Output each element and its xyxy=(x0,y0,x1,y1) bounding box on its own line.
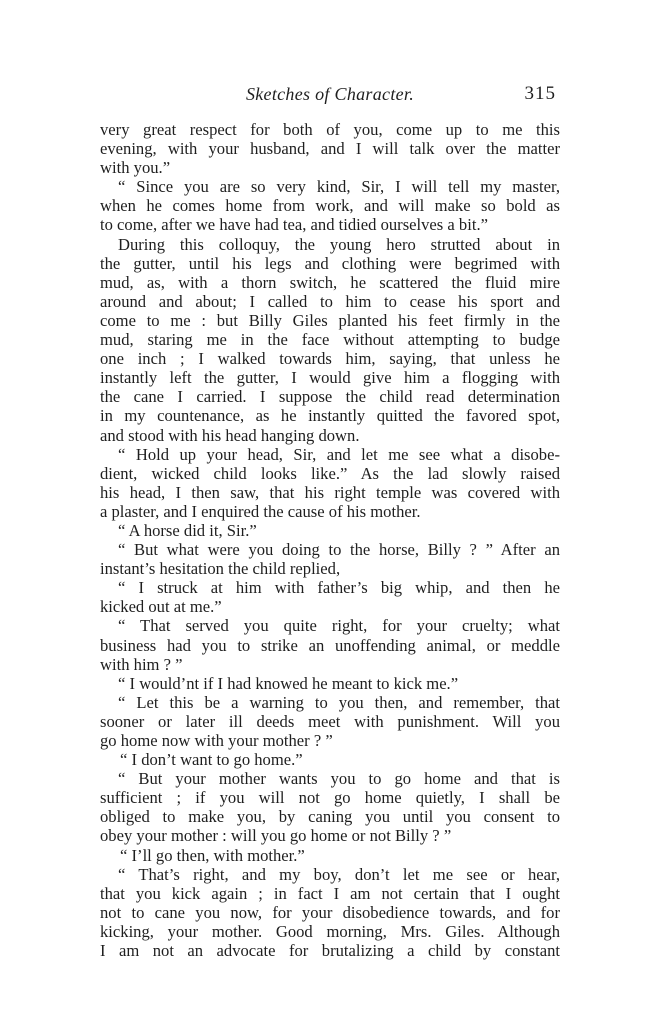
text-line: a plaster, and I enquired the cause of his mother. xyxy=(100,501,421,521)
text-line: and stood with his head hanging down. xyxy=(100,425,360,445)
text-line: to come, after we have had tea, and tidied ourselves a bit.” xyxy=(100,215,488,235)
text-line: sooner or later ill deeds meet with punishment. Will you xyxy=(100,711,560,731)
text-line: the cane I carried. I suppose the child read determination xyxy=(100,387,560,407)
text-line: the gutter, until his legs and clothing were begrimed with xyxy=(100,253,560,273)
text-line: “ A horse did it, Sir.” xyxy=(118,520,257,540)
text-line: around and about; I called to him to cease his sport and xyxy=(100,291,560,311)
text-line: mud, staring me in the face without attempting to budge xyxy=(100,330,560,350)
text-line: not to cane you now, for your disobedience towards, and for xyxy=(100,902,560,922)
running-title: Sketches of Character. xyxy=(245,84,415,104)
text-line: mud, as, with a thorn switch, he scattered the fluid mire xyxy=(100,272,560,292)
text-line: sufficient ; if you will not go home quietly, I shall be xyxy=(100,788,560,808)
text-line: obliged to make you, by caning you until you consent to xyxy=(100,807,560,827)
text-line: come to me : but Billy Giles planted his feet firmly in the xyxy=(100,310,560,330)
text-line: with you.” xyxy=(100,158,171,178)
text-line: in my countenance, as he instantly quitted the favored spot, xyxy=(100,406,560,426)
text-line: when he comes home from work, and will make so bold as xyxy=(100,196,560,216)
text-line: “ But your mother wants you to go home and that is xyxy=(118,769,560,789)
text-line: business had you to strike an unoffending animal, or meddle xyxy=(100,635,560,655)
text-line: obey your mother : will you go home or not Billy ? ” xyxy=(100,826,452,846)
text-line: very great respect for both of you, come up to me this xyxy=(100,120,560,139)
text-line: with him ? ” xyxy=(100,654,183,674)
text-line: “ Since you are so very kind, Sir, I will tell my master, xyxy=(118,177,560,197)
text-line: I am not an advocate for brutalizing a child by constant xyxy=(100,941,560,961)
text-line: “ That served you quite right, for your cruelty; what xyxy=(118,616,560,636)
text-line: “ But what were you doing to the horse, Billy ? ” After an xyxy=(118,540,560,560)
text-line: “ I’ll go then, with mother.” xyxy=(120,845,305,865)
page-header xyxy=(100,84,560,108)
text-line: that you kick again ; in fact I am not certain that I ought xyxy=(100,883,560,903)
text-line: kicking, your mother. Good morning, Mrs. Giles. Although xyxy=(100,921,560,941)
text-line: dient, wicked child looks like.” As the lad slowly raised xyxy=(100,463,560,483)
body-text xyxy=(100,120,560,960)
text-line: evening, with your husband, and I will talk over the matter xyxy=(100,139,560,159)
text-line: During this colloquy, the young hero strutted about in xyxy=(118,234,560,254)
text-line: “ Hold up your head, Sir, and let me see what a disobe- xyxy=(118,444,560,464)
text-line: “ That’s right, and my boy, don’t let me see or hear, xyxy=(118,864,560,884)
text-line: kicked out at me.” xyxy=(100,597,222,617)
text-line: one inch ; I walked towards him, saying, that unless he xyxy=(100,349,560,369)
text-line: “ I don’t want to go home.” xyxy=(120,750,303,770)
text-line: “ Let this be a warning to you then, and remember, that xyxy=(118,692,560,712)
text-line: “ I would’nt if I had knowed he meant to kick me.” xyxy=(118,673,459,693)
text-line: instantly left the gutter, I would give him a flogging with xyxy=(100,368,560,388)
text-line: “ I struck at him with father’s big whip, and then he xyxy=(118,578,560,598)
text-line: his head, I then saw, that his right temple was covered with xyxy=(100,482,560,502)
page-number: 315 xyxy=(524,83,556,104)
text-line: instant’s hesitation the child replied, xyxy=(100,559,341,579)
text-line: go home now with your mother ? ” xyxy=(100,731,333,750)
